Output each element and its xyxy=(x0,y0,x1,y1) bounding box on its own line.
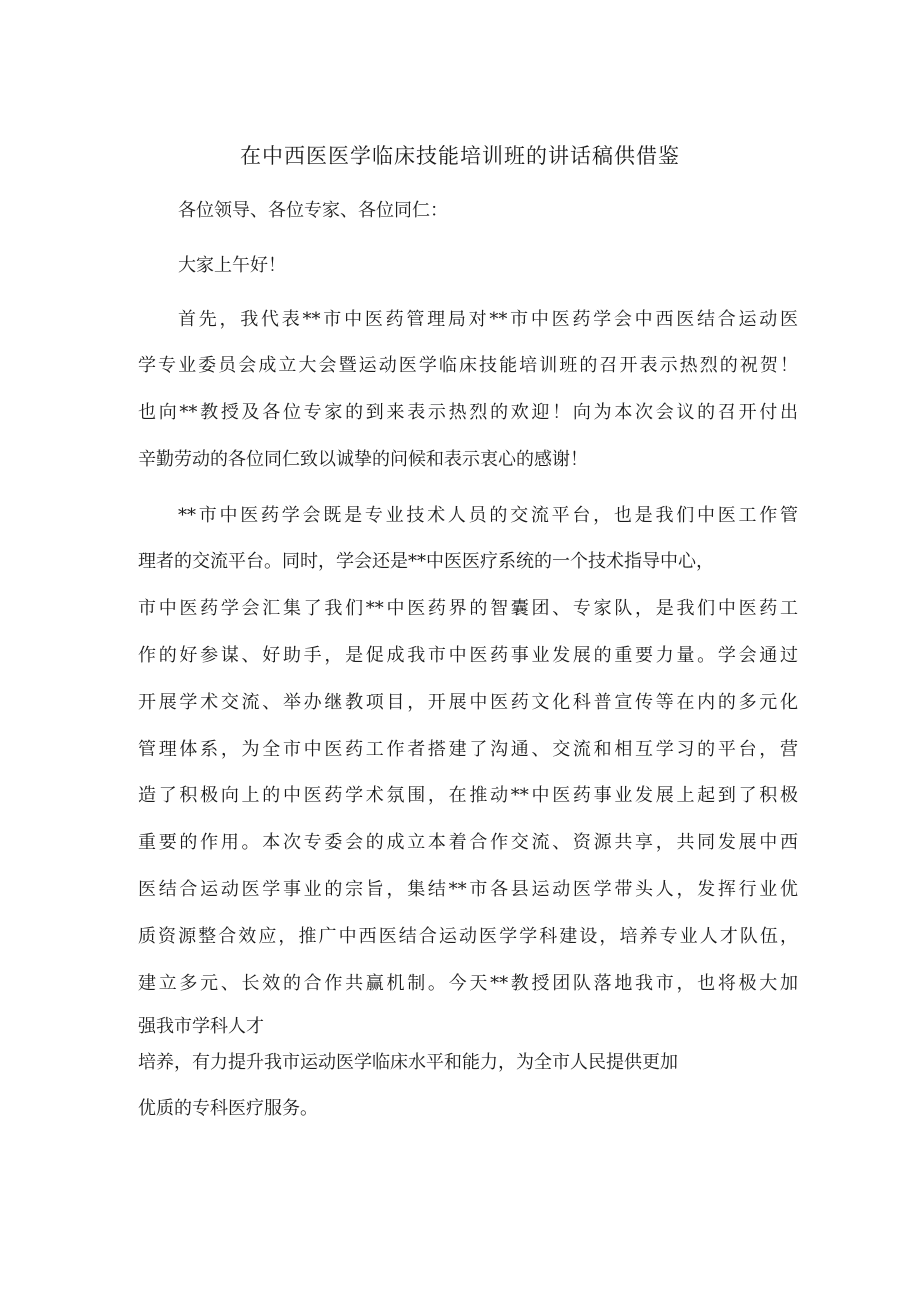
paragraph2-line: 质资源整合效应，推广中西医结合运动医学学科建设，培养专业人才队伍， xyxy=(138,926,798,947)
paragraph2-line: 建立多元、长效的合作共赢机制。今天**教授团队落地我市，也将极大加 xyxy=(138,973,798,994)
greeting-line: 各位领导、各位专家、各位同仁： xyxy=(178,200,448,221)
paragraph1-line: 辛勤劳动的各位同仁致以诚挚的问候和表示衷心的感谢！ xyxy=(138,449,588,470)
document-title: 在中西医医学临床技能培训班的讲话稿供借鉴 xyxy=(240,144,680,168)
paragraph2-line: 医结合运动医学事业的宗旨，集结**市各县运动医学带头人，发挥行业优 xyxy=(138,879,798,900)
paragraph2-line: **市中医药学会既是专业技术人员的交流平台，也是我们中医工作管 xyxy=(178,505,798,526)
paragraph1-line: 首先，我代表**市中医药管理局对**市中医药学会中西医结合运动医 xyxy=(178,309,798,330)
paragraph2-line: 作的好参谋、好助手，是促成我市中医药事业发展的重要力量。学会通过 xyxy=(138,645,798,666)
paragraph2-line: 开展学术交流、举办继教项目，开展中医药文化科普宣传等在内的多元化 xyxy=(138,692,798,713)
paragraph2-line: 培养，有力提升我市运动医学临床水平和能力，为全市人民提供更加 xyxy=(138,1052,678,1073)
paragraph2-line: 优质的专科医疗服务。 xyxy=(138,1098,318,1119)
paragraph1-line: 也向**教授及各位专家的到来表示热烈的欢迎！向为本次会议的召开付出 xyxy=(138,402,798,423)
paragraph1-line: 学专业委员会成立大会暨运动医学临床技能培训班的召开表示热烈的祝贺！ xyxy=(138,355,798,376)
paragraph2-line: 重要的作用。本次专委会的成立本着合作交流、资源共享，共同发展中西 xyxy=(138,832,798,853)
paragraph2-line: 造了积极向上的中医药学术氛围，在推动**中医药事业发展上起到了积极 xyxy=(138,785,798,806)
paragraph2-line: 管理体系，为全市中医药工作者搭建了沟通、交流和相互学习的平台，营 xyxy=(138,739,798,760)
salutation-line: 大家上午好！ xyxy=(178,255,286,276)
paragraph2-line: 市中医药学会汇集了我们**中医药界的智囊团、专家队，是我们中医药工 xyxy=(138,598,798,619)
paragraph2-line: 理者的交流平台。同时，学会还是**中医医疗系统的一个技术指导中心， xyxy=(138,551,714,572)
paragraph2-line: 强我市学科人才 xyxy=(138,1016,264,1037)
